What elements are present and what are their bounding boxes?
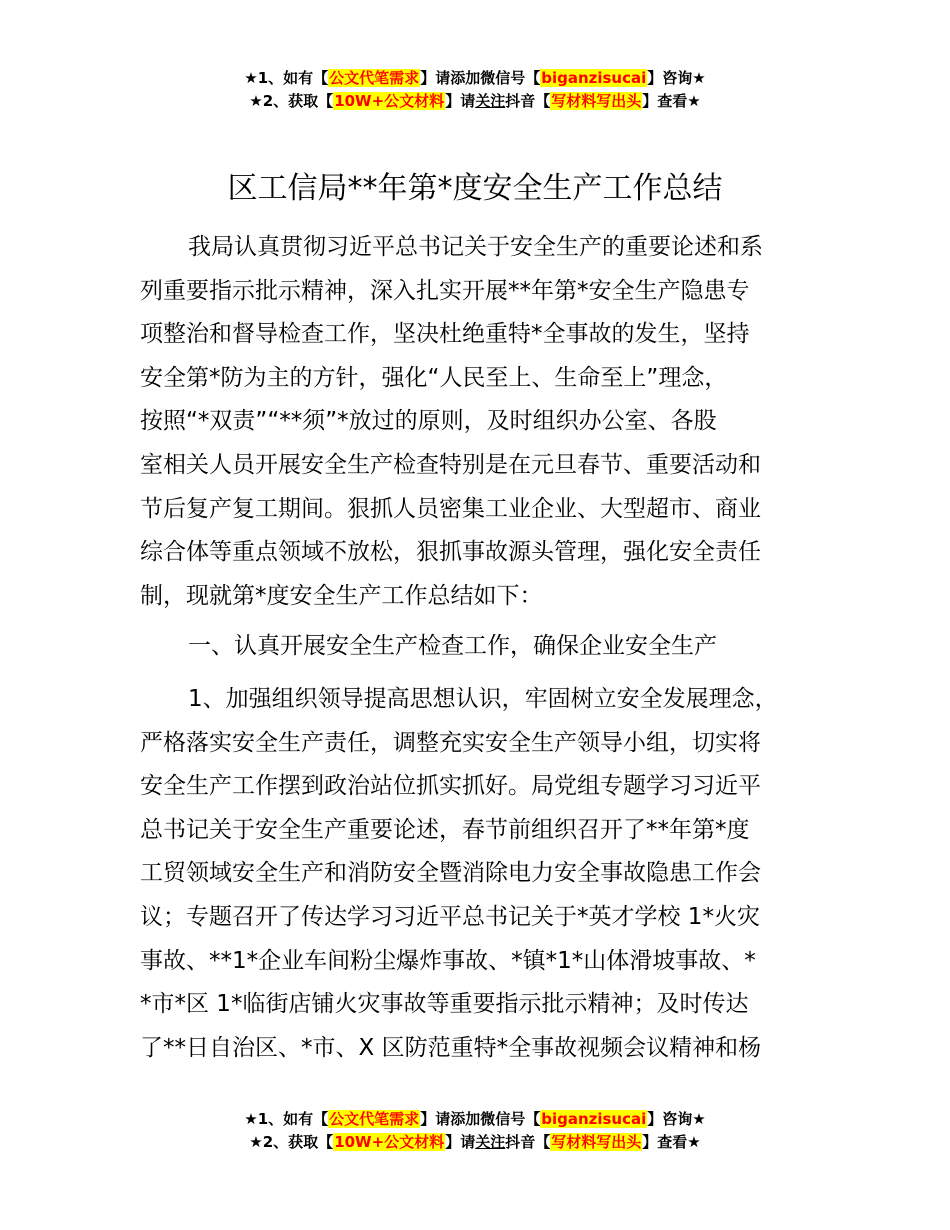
banner-text: 】请添加微信号【 [420, 69, 541, 87]
banner-line-2 [0, 1131, 950, 1154]
banner-highlight: 10W+公文材料 [334, 92, 445, 110]
text-line: 综合体等重点领域不放松，狠抓事故源头管理，强化安全责任 [140, 539, 761, 566]
section-heading-text: 一、认真开展安全生产检查工作，确保企业安全生产 [188, 633, 717, 659]
paragraph-intro [140, 226, 830, 618]
banner-underlined-text: 关注 [475, 1133, 506, 1151]
banner-line-2 [0, 90, 950, 113]
text-line: 严格落实安全生产责任，调整充实安全生产领导小组，切实将 [140, 729, 761, 756]
banner-text: 抖音【 [505, 1133, 551, 1151]
banner-highlight: 公文代笔需求 [329, 1110, 420, 1128]
text-line: 按照“*双责”“**须”*放过的原则，及时组织办公室、各股 [140, 408, 717, 435]
banner-highlight: 10W+公文材料 [334, 1133, 445, 1151]
paragraph-section-1-item-1 [140, 678, 830, 1070]
banner-text: ★2、获取【 [249, 92, 334, 110]
text-line: 制，现就第*度安全生产工作总结如下： [140, 582, 543, 609]
banner-text: 】请 [445, 1133, 476, 1151]
banner-highlight: 公文代笔需求 [329, 69, 420, 87]
text-line: 工贸领域安全生产和消防安全暨消除电力安全事故隐患工作会 [140, 860, 761, 887]
banner-text: 】查看★ [642, 1133, 701, 1151]
bottom-banner [0, 1108, 950, 1154]
text-line: 议；专题召开了传达学习习近平总书记关于*英才学校 1*火灾 [140, 903, 760, 930]
banner-highlight-douyin: 写材料写出头 [551, 1133, 642, 1151]
text-line: 1、加强组织领导提高思想认识，牢固树立安全发展理念， [188, 686, 778, 712]
section-heading-1 [140, 625, 830, 669]
banner-text: 】请添加微信号【 [420, 1110, 541, 1128]
text-line: 安全生产工作摆到政治站位抓实抓好。局党组专题学习习近平 [140, 773, 761, 800]
text-line: *市*区 1*临街店铺火灾事故等重要指示批示精神；及时传达 [140, 991, 749, 1018]
banner-highlight-douyin: 写材料写出头 [551, 92, 642, 110]
text-line: 了**日自治区、*市、X 区防范重特*全事故视频会议精神和杨 [140, 1034, 762, 1061]
banner-text: 】咨询★ [647, 1110, 706, 1128]
text-line: 室相关人员开展安全生产检查特别是在元旦春节、重要活动和 [140, 451, 761, 478]
text-line: 事故、**1*企业车间粉尘爆炸事故、*镇*1*山体滑坡事故、* [140, 947, 756, 974]
banner-line-1 [0, 67, 950, 90]
banner-text: ★2、获取【 [249, 1133, 334, 1151]
banner-text: 抖音【 [505, 92, 551, 110]
top-banner [0, 67, 950, 113]
banner-text: 】请 [445, 92, 476, 110]
banner-text: ★1、如有【 [244, 1110, 329, 1128]
banner-line-1 [0, 1108, 950, 1131]
banner-underlined-text: 关注 [475, 92, 506, 110]
banner-highlight-wechat-id: biganzisucai [541, 69, 647, 87]
text-line: 节后复产复工期间。狠抓人员密集工业企业、大型超市、商业 [140, 495, 761, 522]
text-line: 我局认真贯彻习近平总书记关于安全生产的重要论述和系 [188, 234, 763, 260]
banner-text: 】咨询★ [647, 69, 706, 87]
document-title: 区工信局**年第*度安全生产工作总结 [227, 171, 723, 206]
banner-highlight-wechat-id: biganzisucai [541, 1110, 647, 1128]
text-line: 列重要指示批示精神，深入扎实开展**年第*安全生产隐患专 [140, 277, 750, 304]
banner-text: 】查看★ [642, 92, 701, 110]
text-line: 项整治和督导检查工作，坚决杜绝重特*全事故的发生，坚持 [140, 321, 750, 348]
text-line: 总书记关于安全生产重要论述，春节前组织召开了**年第*度 [140, 816, 750, 843]
banner-text: ★1、如有【 [244, 69, 329, 87]
text-line: 安全第*防为主的方针，强化“人民至上、生命至上”理念， [140, 364, 728, 391]
